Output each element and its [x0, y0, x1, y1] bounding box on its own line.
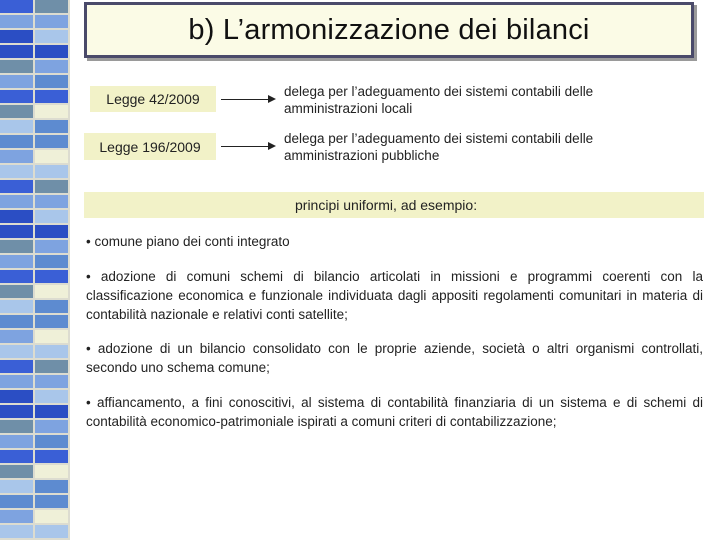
- mosaic-tile: [0, 15, 35, 30]
- mosaic-tile: [0, 105, 35, 120]
- mosaic-tile: [0, 345, 35, 360]
- mosaic-tile: [0, 435, 35, 450]
- mosaic-tile: [0, 165, 35, 180]
- law-label-42-2009: Legge 42/2009: [90, 86, 216, 112]
- law-description-42-2009: delega per l’adeguamento dei sistemi contabili delle amministrazioni locali: [284, 84, 594, 116]
- mosaic-tile: [0, 300, 35, 315]
- mosaic-tile: [0, 225, 35, 240]
- mosaic-tile: [0, 135, 35, 150]
- mosaic-tile: [35, 240, 70, 255]
- mosaic-tile: [35, 420, 70, 435]
- mosaic-tile: [35, 285, 70, 300]
- mosaic-tile: [0, 450, 35, 465]
- mosaic-tile: [0, 495, 35, 510]
- mosaic-tile: [35, 0, 70, 15]
- mosaic-tile: [0, 210, 35, 225]
- mosaic-tile: [35, 225, 70, 240]
- mosaic-tile: [0, 420, 35, 435]
- principles-heading-text: principi uniformi, ad esempio:: [295, 197, 478, 213]
- mosaic-tile: [0, 315, 35, 330]
- law-label-196-2009: Legge 196/2009: [84, 133, 216, 160]
- mosaic-tile: [35, 15, 70, 30]
- mosaic-tile: [35, 330, 70, 345]
- mosaic-tile: [35, 435, 70, 450]
- mosaic-tile: [0, 180, 35, 195]
- mosaic-tile: [0, 390, 35, 405]
- mosaic-tile: [0, 255, 35, 270]
- mosaic-tile: [0, 150, 35, 165]
- mosaic-tile: [35, 495, 70, 510]
- mosaic-tile: [0, 0, 35, 15]
- mosaic-tile: [35, 315, 70, 330]
- mosaic-tile: [35, 120, 70, 135]
- mosaic-tile: [0, 360, 35, 375]
- mosaic-tile: [35, 30, 70, 45]
- mosaic-tile: [0, 465, 35, 480]
- mosaic-tile: [35, 105, 70, 120]
- mosaic-tile: [0, 45, 35, 60]
- mosaic-tile: [35, 60, 70, 75]
- mosaic-tile: [0, 285, 35, 300]
- mosaic-tile: [35, 150, 70, 165]
- mosaic-tile: [35, 90, 70, 105]
- mosaic-tile: [35, 465, 70, 480]
- law-description-196-2009: delega per l’adeguamento dei sistemi contabili delle amministrazioni pubbliche: [284, 131, 594, 163]
- mosaic-tile: [35, 360, 70, 375]
- mosaic-tile: [0, 120, 35, 135]
- mosaic-tile: [0, 375, 35, 390]
- mosaic-tile: [35, 390, 70, 405]
- mosaic-tile: [35, 195, 70, 210]
- mosaic-tile: [35, 510, 70, 525]
- mosaic-tile: [35, 135, 70, 150]
- mosaic-tile: [0, 195, 35, 210]
- mosaic-tile: [35, 255, 70, 270]
- mosaic-tile: [35, 450, 70, 465]
- mosaic-tile: [35, 75, 70, 90]
- bullet-item: • affiancamento, a fini conoscitivi, al sistema di contabilità finanziaria di un sistema e di schemi di contabilità economico-patrimoniale ispirati a comuni criteri di contabilizzazione;: [86, 395, 703, 429]
- mosaic-tile: [0, 270, 35, 285]
- mosaic-tile: [0, 90, 35, 105]
- page-title: b) L’armonizzazione dei bilanci: [188, 13, 590, 46]
- mosaic-tile: [0, 405, 35, 420]
- mosaic-tile: [35, 345, 70, 360]
- title-box: [84, 2, 694, 58]
- mosaic-tile: [0, 60, 35, 75]
- mosaic-tile: [35, 165, 70, 180]
- mosaic-tile: [0, 510, 35, 525]
- mosaic-tile: [35, 525, 70, 540]
- mosaic-tile: [0, 240, 35, 255]
- mosaic-tile: [35, 405, 70, 420]
- mosaic-tile: [35, 375, 70, 390]
- mosaic-tile: [35, 210, 70, 225]
- mosaic-tile: [35, 45, 70, 60]
- mosaic-tile: [35, 180, 70, 195]
- mosaic-tile: [0, 330, 35, 345]
- arrow-right-icon: [221, 146, 274, 147]
- bullet-item: • adozione di un bilancio consolidato con le proprie aziende, società o altri organismi controllati, secondo uno schema comune;: [86, 341, 703, 375]
- mosaic-tile: [0, 525, 35, 540]
- bullet-item: • comune piano dei conti integrato: [86, 234, 290, 249]
- decorative-mosaic-stripe: [0, 0, 70, 540]
- bullet-item: • adozione di comuni schemi di bilancio articolati in missioni e programmi coerenti con la classificazione economica e funzionale individuata dagli appositi regolamenti comunitari in materia di contabilità nazionale e relativi conti satellite;: [86, 269, 703, 322]
- mosaic-tile: [35, 300, 70, 315]
- mosaic-tile: [0, 75, 35, 90]
- mosaic-tile: [35, 480, 70, 495]
- principles-heading: [84, 192, 704, 218]
- mosaic-tile: [35, 270, 70, 285]
- mosaic-tile: [0, 30, 35, 45]
- mosaic-tile: [0, 480, 35, 495]
- arrow-right-icon: [221, 99, 274, 100]
